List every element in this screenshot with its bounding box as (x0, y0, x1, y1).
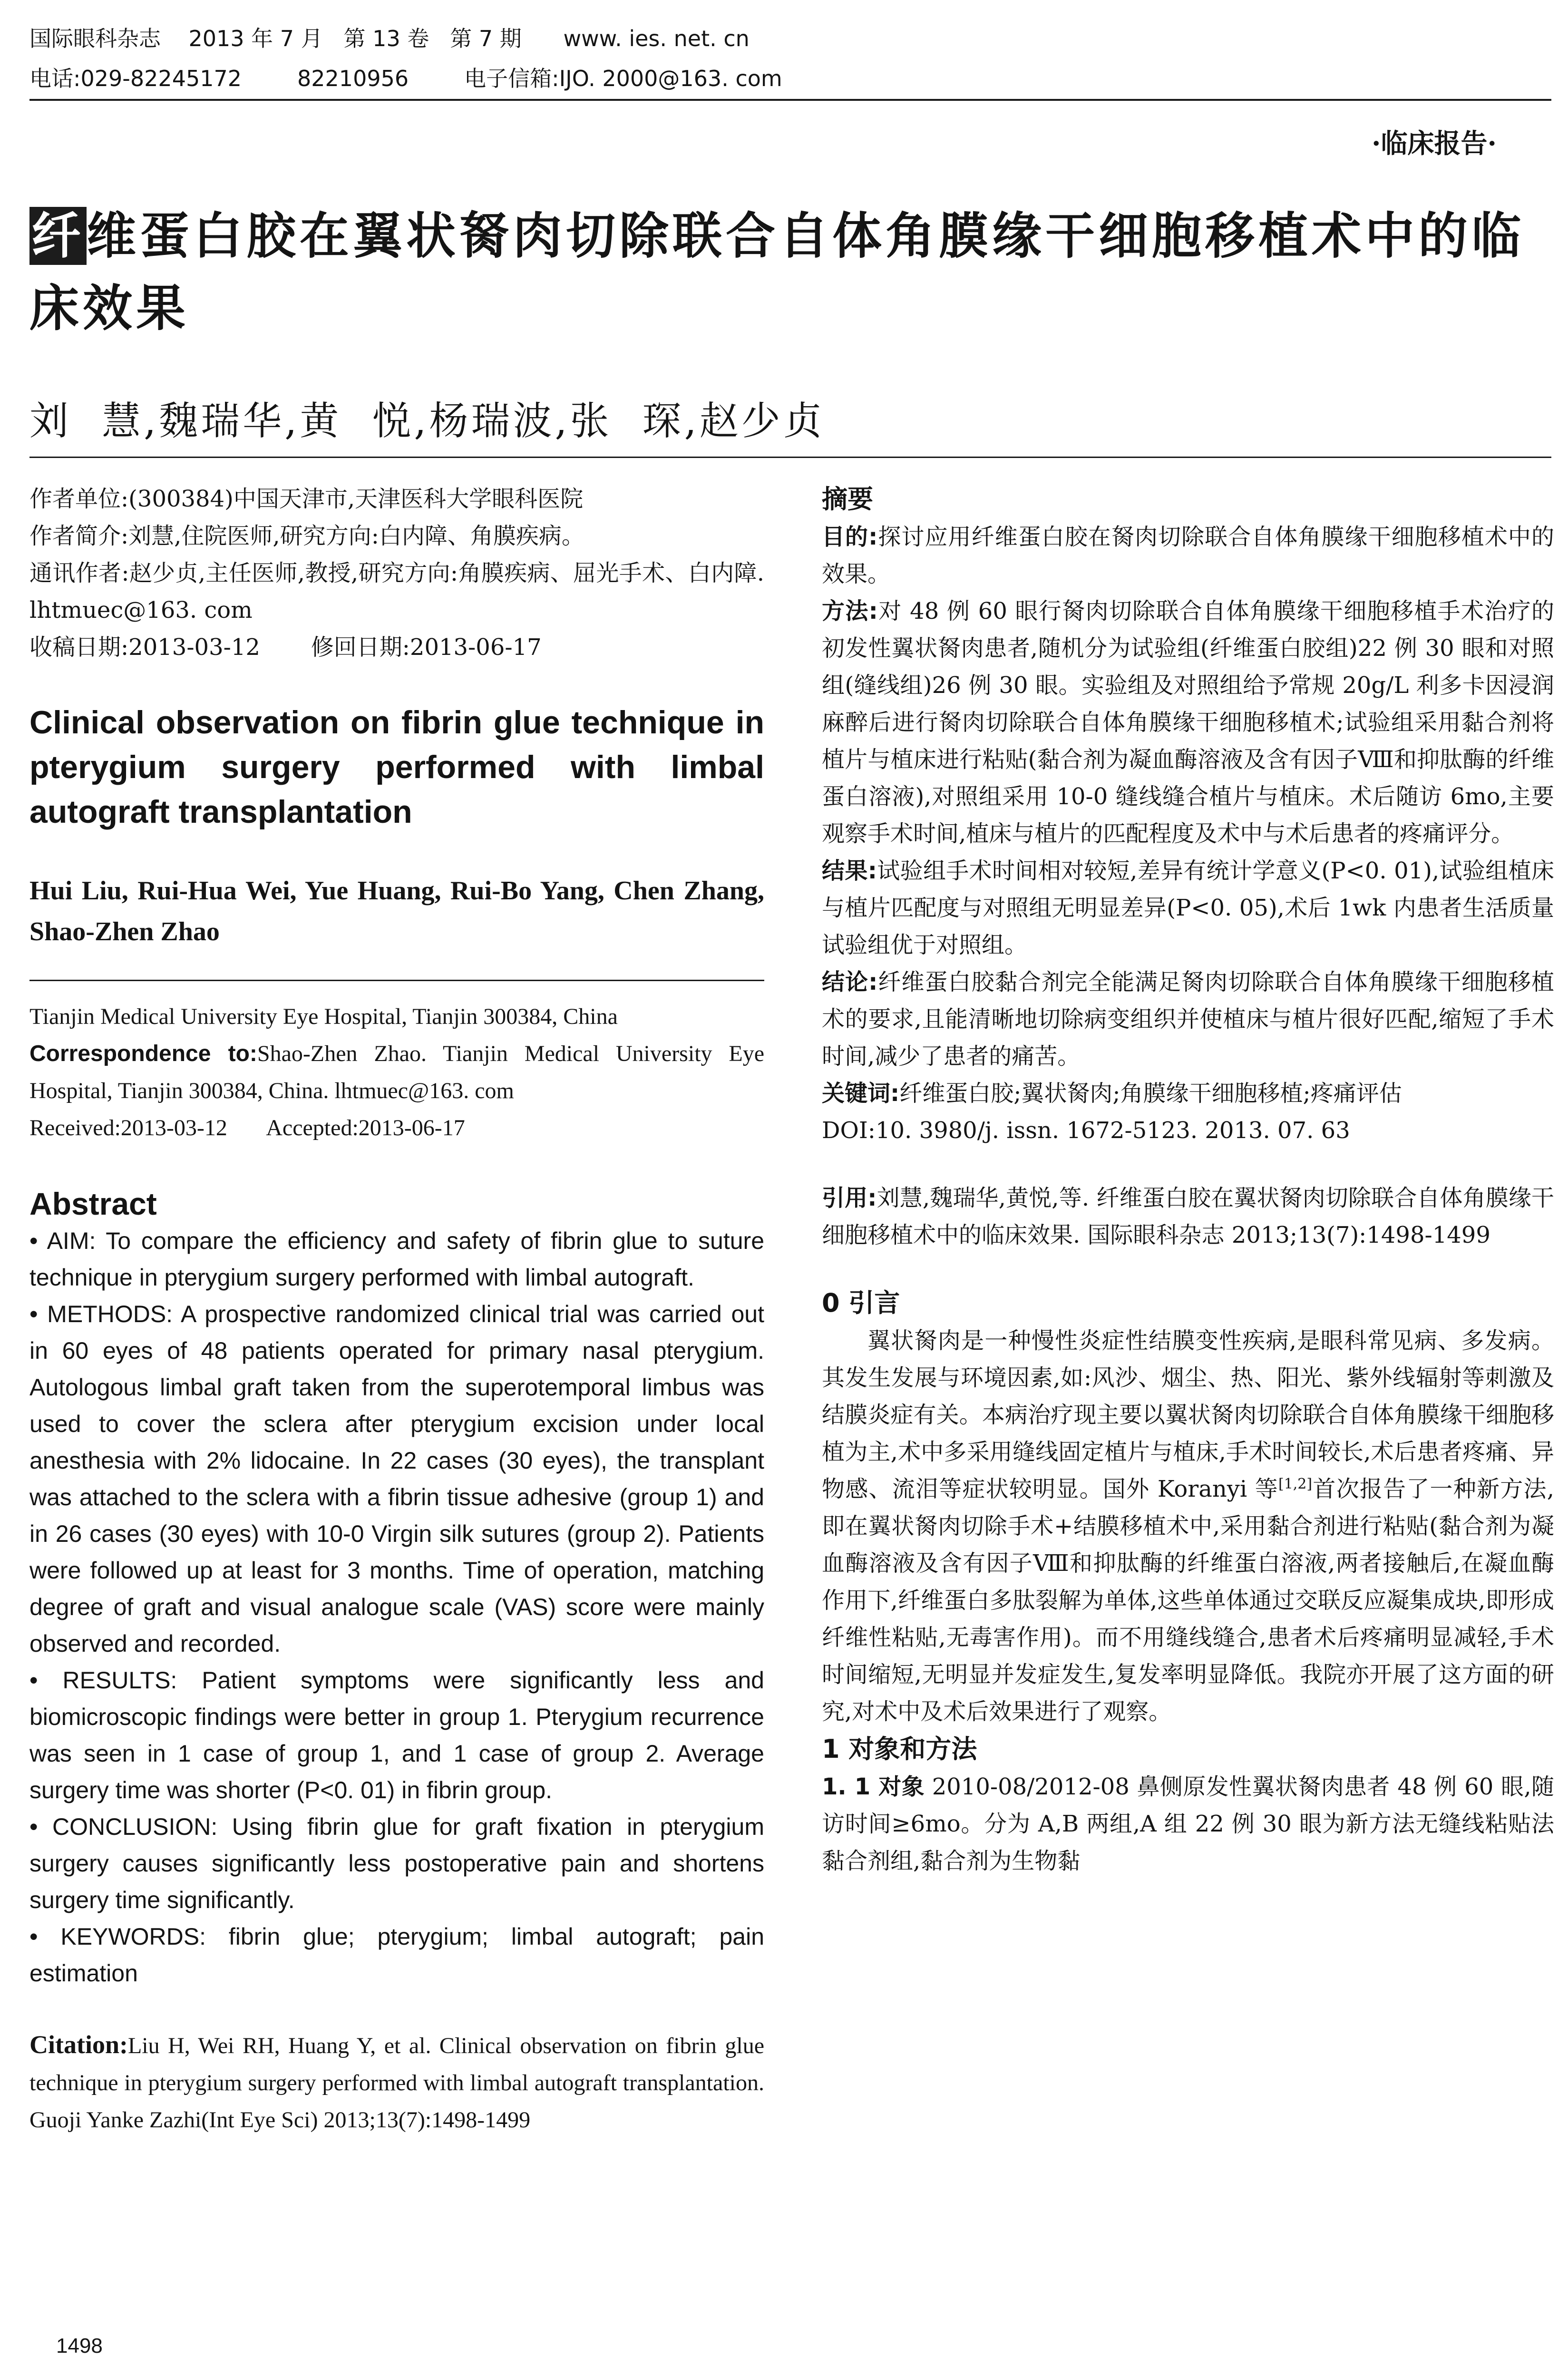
abstract-results-cn (822, 852, 1554, 964)
authors-cn: 刘 慧,魏瑞华,黄 悦,杨瑞波,张 琛,赵少贞 (29, 399, 825, 444)
doi: DOI:10. 3980/j. issn. 1672-5123. 2013. 07. 63 (822, 1117, 1350, 1144)
keywords-text: 纤维蛋白胶;翼状胬肉;角膜缘干细胞移植;疼痛评估 (899, 1080, 1402, 1107)
intro-heading: 0 引言 (822, 1288, 900, 1318)
correspondence-label: Correspondence to: (29, 1041, 257, 1066)
cite-label: 引用: (822, 1185, 877, 1211)
citation-cn (822, 1179, 1554, 1254)
article-title-cn (29, 200, 1551, 344)
page-number: 1498 (56, 2334, 103, 2358)
author-bio: 作者简介:刘慧,住院医师,研究方向:白内障、角膜疾病。 (29, 523, 584, 549)
abstract-heading-en: Abstract (29, 1186, 157, 1221)
journal-header-line1: 国际眼科杂志 2013 年 7 月 第 13 卷 第 7 期 www. ies. net. cn (29, 26, 750, 51)
article-title-en: Clinical observation on fibrin glue technique in pterygium surgery performed with limbal autograft transplantation (29, 704, 764, 830)
abstract-conclusion: • CONCLUSION: Using fibrin glue for graft fixation in pterygium surgery causes significantly less postoperative pain and shortens surgery time significantly. (29, 1813, 764, 1913)
header-rule (29, 99, 1551, 101)
author-info (29, 480, 764, 666)
intro-paragraph (822, 1322, 1554, 1730)
subjects-paragraph (822, 1768, 1554, 1880)
methods-label: 方法: (822, 598, 878, 624)
spacer (822, 1149, 1554, 1179)
affiliation-en: Tianjin Medical University Eye Hospital, Tianjin 300384, China (29, 1004, 618, 1029)
results-label: 结果: (822, 857, 877, 884)
keywords-label: 关键词: (822, 1080, 900, 1107)
citation-text: Liu H, Wei RH, Huang Y, et al. Clinical observation on fibrin glue technique in pterygium surgery performed with limbal autograft transplantation. Guoji Yanke Zazhi(Int Eye Sci) 2013;13(7):1498-1499 (29, 2033, 764, 2133)
abstract-methods-cn (822, 593, 1554, 852)
left-column (29, 480, 764, 2139)
citation-label: Citation: (29, 2030, 128, 2059)
abstract-aim: • AIM: To compare the efficiency and safety of fibrin glue to suture technique in pterygium surgery performed with limbal autograft. (29, 1227, 764, 1291)
correspondence-en (29, 1035, 764, 1110)
methods-heading: 1 对象和方法 (822, 1734, 977, 1764)
right-column (822, 480, 1554, 1880)
results-text: 试验组手术时间相对较短,差异有统计学意义(P<0. 01),试验组植床与植片匹配度与对照组无明显差异(P<0. 05),术后 1wk 内患者生活质量试验组优于对照组。 (822, 857, 1554, 958)
methods-text: 对 48 例 60 眼行胬肉切除联合自体角膜缘干细胞移植手术治疗的初发性翼状胬肉患者,随机分为试验组(纤维蛋白胶组)22 例 30 眼和对照组(缝线组)26 例 30 眼。实验组及对照组给予常规 20g/L 利多卡因浸润麻醉后进行胬肉切除联合自体角膜缘干细胞移植术;试验组采用黏合剂将植片与植床进行粘贴(黏合剂为凝血酶溶液及含有因子Ⅷ和抑肽酶的纤维蛋白溶液),对照组采用 10-0 缝线缝合植片与植床。术后随访 6mo,主要观察手术时间,植床与植片的匹配程度及术中与术后患者的疼痛评分。 (822, 598, 1554, 847)
conclusion-label: 结论: (822, 969, 878, 995)
subjects-text: 2010-08/2012-08 鼻侧原发性翼状胬肉患者 48 例 60 眼,随访时间≥6mo。分为 A,B 两组,A 组 22 例 30 眼为新方法无缝线粘贴法黏合剂组,黏合剂为生物黏 (822, 1773, 1554, 1874)
spacer (822, 1254, 1554, 1284)
intro-ref: [1,2] (1278, 1476, 1313, 1492)
cite-text: 刘慧,魏瑞华,黄悦,等. 纤维蛋白胶在翼状胬肉切除联合自体角膜缘干细胞移植术中的临床效果. 国际眼科杂志 2013;13(7):1498-1499 (822, 1185, 1554, 1248)
title-first-char: 纤 (29, 207, 87, 265)
abstract-heading-cn: 摘要 (822, 484, 873, 514)
abstract-en (29, 1223, 764, 1992)
abstract-methods: • METHODS: A prospective randomized clinical trial was carried out in 60 eyes of 48 patients operated for primary nasal pterygium. Autologous limbal graft taken from the superotemporal limbus was used to cover the sclera after pterygium excision under local anesthesia with 2% lidocaine. In 22 cases (30 eyes), the transplant was attached to the sclera with a fibrin tissue adhesive (group 1) and in 26 cases (30 eyes) with 10-0 Virgin silk sutures (group 2). Patients were followed up at least for 3 months. Time of operation, matching degree of graft and visual analogue scale (VAS) score were mainly observed and recorded. (29, 1301, 764, 1657)
author-unit: 作者单位:(300384)中国天津市,天津医科大学眼科医院 (29, 486, 584, 512)
correspondence-text: Shao-Zhen Zhao. Tianjin Medical University Eye Hospital, Tianjin 300384, China. lhtmuec@163. com (29, 1041, 765, 1103)
keywords-cn (822, 1075, 1554, 1112)
conclusion-text: 纤维蛋白胶黏合剂完全能满足胬肉切除联合自体角膜缘干细胞移植术的要求,且能清晰地切除病变组织并使植床与植片很好匹配,缩短了手术时间,减少了患者的痛苦。 (822, 969, 1554, 1070)
abstract-conclusion-cn (822, 964, 1554, 1075)
citation-en (29, 2026, 764, 2139)
aim-text: 探讨应用纤维蛋白胶在胬肉切除联合自体角膜缘干细胞移植术中的效果。 (822, 524, 1554, 587)
section-tag: ·临床报告· (1372, 128, 1497, 159)
received-en: Received:2013-03-12 Accepted:2013-06-17 (29, 1115, 465, 1140)
title-rest: 维蛋白胶在翼状胬肉切除联合自体角膜缘干细胞移植术中的临床效果 (29, 207, 1525, 337)
abstract-aim-cn (822, 518, 1554, 593)
subjects-label: 1. 1 对象 (822, 1773, 925, 1800)
received-dates-cn: 收稿日期:2013-03-12 修回日期:2013-06-17 (29, 634, 542, 661)
authors-en: Hui Liu, Rui-Hua Wei, Yue Huang, Rui-Bo Yang, Chen Zhang, Shao-Zhen Zhao (29, 876, 764, 946)
intro-text-a: 翼状胬肉是一种慢性炎症性结膜变性疾病,是眼科常见病、多发病。其发生发展与环境因素,如:风沙、烟尘、热、阳光、紫外线辐射等刺激及结膜炎症有关。本病治疗现主要以翼状胬肉切除联合自体角膜缘干细胞移植为主,术中多采用缝线固定植片与植床,手术时间较长,术后患者疼痛、异物感、流泪等症状较明显。国外 Koranyi 等 (822, 1327, 1554, 1502)
intro-text-b: 首次报告了一种新方法,即在翼状胬肉切除手术+结膜移植术中,采用黏合剂进行粘贴(黏合剂为凝血酶溶液及含有因子Ⅷ和抑肽酶的纤维蛋白溶液,两者接触后,在凝血酶作用下,纤维蛋白多肽裂解为单体,这些单体通过交联反应凝集成块,即形成纤维性粘贴,无毒害作用)。而不用缝线缝合,患者术后疼痛明显减轻,手术时间缩短,无明显并发症发生,复发率明显降低。我院亦开展了这方面的研究,对术中及术后效果进行了观察。 (822, 1476, 1554, 1725)
aim-label: 目的: (822, 524, 878, 550)
journal-header-line2: 电话:029-82245172 82210956 电子信箱:IJO. 2000@163. com (29, 66, 782, 91)
authors-rule (29, 457, 1551, 458)
abstract-keywords: • KEYWORDS: fibrin glue; pterygium; limbal autograft; pain estimation (29, 1923, 764, 1987)
corresponding-author: 通讯作者:赵少贞,主任医师,教授,研究方向:角膜疾病、屈光手术、白内障. lhtmuec@163. com (29, 560, 764, 623)
abstract-results: • RESULTS: Patient symptoms were significantly less and biomicroscopic findings were better in group 1. Pterygium recurrence was seen in 1 case of group 1, and 1 case of group 2. Average surgery time was shorter (P<0. 01) in fibrin group. (29, 1667, 764, 1803)
en-authors-rule (29, 980, 764, 981)
